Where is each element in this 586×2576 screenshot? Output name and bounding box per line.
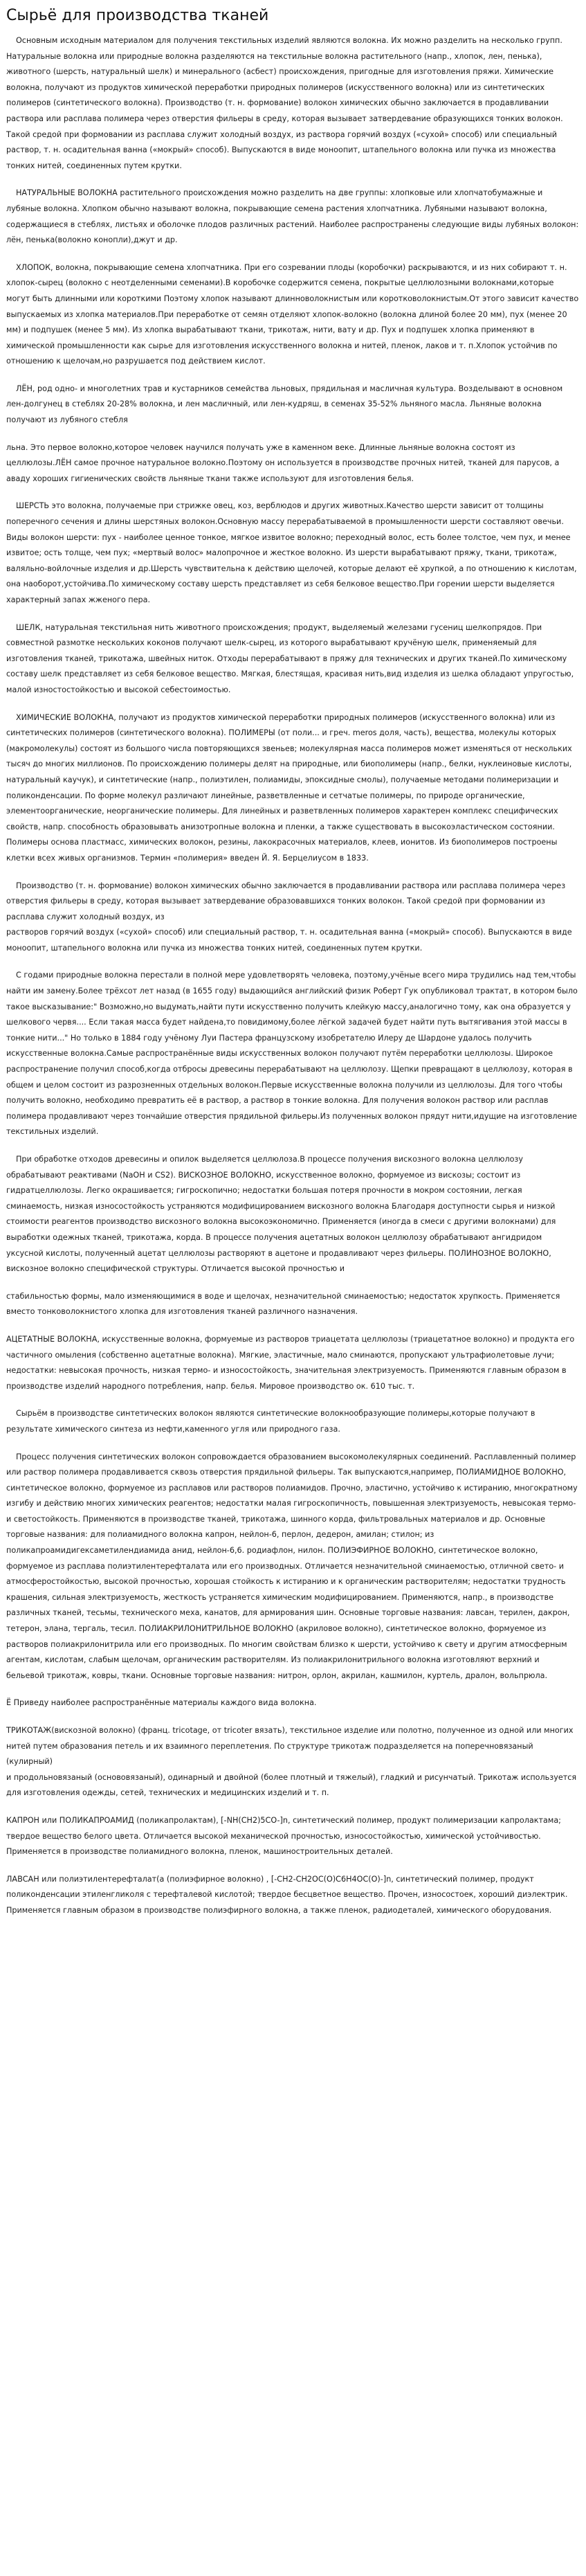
paragraph: ТРИКОТАЖ(вискозной волокно) (франц. tricotage, от tricoter вязать), текстильное изделие или полотно, полученное из одной или многих нитей путем образования петель и их взаимного переплетения. По структуре трикотаж подразделяется на поперечновязаный (кулирный)	[6, 1726, 574, 1767]
paragraph: НАТУРАЛЬНЫЕ ВОЛОКНА растительного происхождения можно разделить на две группы: хлопковые или хлопчатобумажные и лубяные волокна. Хлопком обычно называют волокна, покрывающие семена растения хлопчатника. Лубяными называют волокна, содержащиеся в стеблях, листьях и оболочке плодов различных растений. Наиболее распространены следующие виды лубяных волокон: лён, пенька(волокно конопли),джут и др.	[6, 188, 579, 245]
paragraph: ЛАВСАН или полиэтилентерефталат(а (полиэфирное волокно) , [-CH2-CH2OC(O)C6H4OC(O)-]n, синтетический полимер, продукт поликонденсации этиленгликоля с терефталевой кислотой; твердое бесцветное вещество. Прочен, износостоек, хороший диэлектрик. Применяется главным образом в производстве полиэфирного волокна, а также пленок, радиодеталей, химического оборудования.	[6, 1874, 568, 1915]
paragraph: При обработке отходов древесины и опилок выделяется целлюлоза.В процессе получения вискозного волокна целлюлозу обрабатывают реактивами (NaOH и CS2). ВИСКОЗНОЕ ВОЛОКНО, искусственное волокно, формуемое из вискозы; состоит из гидратцеллюлозы. Легко окрашивается; гигроскопично; недостатки большая потеря прочности в мокром состоянии, легкая сминаемость, низкая износостойкость устраняются модифицированием вискозного волокна Благодаря доступности сырья и низкой стоимости реагентов производство вискозного волокна высокоэкономично. Применяется (иногда в смеси с другими волокнами) для выработки одежных тканей, трикотажа, корда. В процессе получения ацетатных волокон целлюлозу обрабатывают ангидридом уксусной кислоты, полученный ацетат целлюлозы растворяют в ацетоне и продавливают через фильеры. ПОЛИНОЗНОЕ ВОЛОКНО, вискозное волокно специфической структуры. Отличается высокой прочностью и	[6, 1155, 556, 1274]
paragraph: С годами природные волокна перестали в полной мере удовлетворять человека, поэтому,учёные всего мира трудились над тем,чтобы найти им замену.Более тpёxcoт лет назад (в 1655 году) выдающийся английский физик Роберт Гук опубликовал трактат, в котором было такое высказывание:" Возможно,но выдумать,найти пути искусственно получить клейкую массу,аналогично тому, как она образуется у шелкового червя.... Если такая масса будет найдена,то повидимому,более лёгкой задачей будет найти путь вытягивания этой массы в тонкие нити..." Но только в 1884 году учёному Луи Пастера французскому изобретателю Илеру де Шардоне удалось получить искусственные волокна.Самые распространённые виды искусственных волокон получают путём переработки целлюлозы. Широкое распространение получил способ,когда отбросы древесины перерабатывают на целлюлозу. Щепки превращают в целлюлозу, которая в общем и целом состоит из разрозненных отдельных волокон.Первые искусственные волокна получили из целлюлозы. Для того чтобы получить волокно, необходимо превратить её в раствор, а раствор в тонкие волокна. Для получения волокон раствор или расплав полимера продавливают через тончайшие отверстия прядильной фильеры.Из полученных волокон прядут нити,идущие на изготовление текстильных изделий.	[6, 971, 578, 1137]
paragraph: Ё Приведу наиболее распространённые материалы каждого вида волокна.	[6, 1698, 317, 1708]
paragraph: ШЕРСТЬ это волокна, получаемые при стрижке овец, коз, верблюдов и других животных.Качество шерсти зависит от толщины поперечного сечения и длины шерстяных волокон.Основную массу перерабатываемой в промышленности шерсти составляют овечьи. Виды волокон шерсти: пух - наиболее ценное тонкое, мягкое извитое волокно; переходный волос, есть более толстое, чем пух, и менее извитое; ость толще, чем пух; «мертвый волос» малопрочное и жесткое волокно. Из шерсти вырабатывают пряжу, ткани, трикотаж, валяльно-войлочные изделия и др.Шерсть чувствительна к действию щелочей, которые делают её хрупкой, а по отношению к кислотам, она наоборот,устойчива.По химическому составу шерсть представляет из себя белковое вещество.При горении шерсти выделяется характерный запах жженого пера.	[6, 501, 577, 604]
paragraph: ШЕЛК, натуральная текстильная нить животного происхождения; продукт, выделяемый железами гусениц шелкопрядов. При совместной размотке нескольких коконов получают шелк-сырец, из которого вырабатывают кручёную шелк, применяемый для изготовления тканей, трикотажа, швейных ниток. Отходы перерабатывают в пряжу для технических и других тканей.По химическому составу шелк представляет из себя белковое вещество. Мягкая, блестящая, красивая нить,вид изделия из шелка обладают упругостью, малой изностостойкостью и высокой себестоимостью.	[6, 622, 574, 694]
paragraph: ЛЁН, род одно- и многолетних трав и кустарников семейства льновых, прядильная и масличная культура. Возделывают в основном лен-долгунец в стеблях 20-28% волокна, и лен масличный, или лен-кудряш, в семенах 35-52% льняного масла. Льняные волокна получают из лубяного стебля	[6, 384, 563, 425]
paragraph: льна. Это первое волокно,которое человек научился получать уже в каменном веке. Длинные льняные волокна состоят из целлюлозы.ЛЁН самое прочное натуральное волокно.Поэтому он используется в производстве прочных нитей, тканей для парусов, а аваду хороших гигиенических свойств льняные ткани также используют для изготовления белья.	[6, 442, 560, 483]
paragraph: Сырьём в производстве синтетических волокон являются синтетические волокнообразующие полимеры,которые получают в результате химического синтеза из нефти,каменного угля или природного газа.	[6, 1409, 535, 1434]
paragraph: Основным исходным материалом для получения текстильных изделий являются волокна. Их можно разделить на несколько групп. Натуральные волокна или природные волокна разделяются на текстильные волокна растительного (напр., хлопок, лен, пенька), животного (шерсть, натуральный шелк) и минерального (асбест) происхождения, пригодные для изготовления пряжи. Химические волокна, получают из продуктов химической переработки природных полимеров (искусственного волокна) или из синтетических полимеров (синтетического волокна). Производство (т. н. формование) волокон химических обычно заключается в продавливании раствора или расплава полимера через отверстия фильеры в среду, которая вызывает затвердевание образующихся тонких волокон. Такой средой при формовании из расплава служит холодный воздух, из раствора горячий воздух («сухой» способ) или специальный раствор, т. н. осадительная ванна («мокрый» способ). Выпускаются в виде моноопит, штапельного волокна или пучка из множества тонких нитей, соединенных путем крутки.	[6, 36, 563, 170]
paragraph: Процесс получения синтетических волокон сопровождается образованием высокомолекулярных соединений. Расплавленный полимер или раствор полимера продавливается сквозь отверстия прядильной фильеры. Так выпускаются,например, ПОЛИАМИДНОЕ ВОЛОКНО, синтетическое волокно, формуемое из расплавов или растворов полиамидов. Прочно, эластично, устойчиво к истиранию, многократному изгибу и действию многих химических реагентов; недостатки малая гигроскопичность, повышенная электризуемость, невысокая термо- и светостойкость. Применяются в производстве тканей, трикотажа, шинного корда, фильтровальных материалов и др. Основные торговые названия: для полиамидного волокна капрон, нейлон-6, перлон, дедерон, амилан; стилон; из поликапроамидигексаметилендиамида анид, нейлон-6,6. родиафлон, нилон. ПОЛИЭФИРНОЕ ВОЛОКНО, синтетическое волокно, формуемое из расплава полиэтилентерефталата или его производных. Отличается незначительной сминаемостью, отличной свето- и атмосферостойкостью, высокой прочностью, хорошая стойкость к истиранию и к органическим растворителям; недостатки трудность крашения, сильная электризуемость, жесткость устраняется химическим модифицированием. Применяются, напр., в производстве различных тканей, тесьмы, технического меха, канатов, для армирования шин. Основные торговые названия: лавсан, терилен, дакрон, тетерон, элана, тергаль, тесил. ПОЛИАКРИЛОНИТРИЛЬНОЕ ВОЛОКНО (акриловое волокно), синтетическое волокно, формуемое из растворов полиакрилонитрила или его производных. По многим свойствам близко к шерсти, устойчиво к свету и другим атмосферным агентам, кислотам, слабым щелочам, органическим растворителям. Из полиакрилонитрильного волокна изготовляют верхний и бельевой трикотаж, ковры, ткани. Основные торговые названия: нитрон, орлон, акрилан, кашмилон, куртель, дралон, вольпрюла.	[6, 1452, 578, 1680]
paragraph: Производство (т. н. формование) волокон химических обычно заключается в продавливании раствора или расплава полимера через отверстия фильеры в среду, которая вызывает затвердевание образовавшихся тонких волокон. Такой средой при формовании из расплава служит холодный воздух, из	[6, 881, 566, 921]
paragraph: стабильностью формы, мало изменяющимися в воде и щелочах, незначительной сминаемостью; недостаток хрупкость. Применяется вместо тонковолокнистого хлопка для изготовления тканей различного назначения.	[6, 1291, 560, 1317]
paragraph: растворов горячий воздух («сухой» способ) или специальный раствор, т. н. осадительная ванна («мокрый» способ). Выпускаются в виде моноопит, штапельного волокна или пучка из множества тонких нитей, соединенных путем крутки.	[6, 928, 572, 953]
paragraph: АЦЕТАТНЫЕ ВОЛОКНА, искусственные волокна, формуемые из растворов триацетата целлюлозы (триацетатное волокно) и продукта его частичного омыления (собственно ацетатные волокна). Мягкие, эластичные, мало сминаются, пропускают ультрафиолетовые лучи; недостатки: невысокая прочность, низкая термо- и износостойкость, значительная электризуемость. Применяются главным образом в производстве изделий народного потребления, напр. белья. Мировое производство ок. 610 тыс. т.	[6, 1334, 575, 1391]
paragraph: ХИМИЧЕСКИЕ ВОЛОКНА, получают из продуктов химической переработки природных полимеров (искусственного волокна) или из синтетических полимеров (синтетического волокна). ПОЛИМЕРЫ (от поли... и греч. meros доля, часть), вещества, молекулы которых (макромолекулы) состоят из большого числа повторяющихся звеньев; молекулярная масса полимеров может изменяться от нескольких тысяч до многих миллионов. По происхождению полимеры делят на природные, или биополимеры (напр., белки, нуклеиновые кислоты, натуральный каучук), и синтетические (напр., полиэтилен, полиамиды, эпоксидные смолы), получаемые методами полимеризации и поликонденсации. По форме молекул различают линейные, разветвленные и сетчатые полимеры, по природе органические, элементоорганические, неорганические полимеры. Для линейных и разветвленных полимеров характерен комплекс специфических свойств, напр. способность образовывать анизотропные волокна и пленки, а также существовать в высокоэластическом состоянии. Полимеры основа пластмасс, химических волокон, резины, лакокрасочных материалов, клеев, ионитов. Из биополимеров построены клетки всех живых организмов. Термин «полимерия» введен Й. Я. Берцелиусом в 1833.	[6, 712, 572, 863]
article-body	[6, 33, 580, 1919]
paragraph: КАПРОН или ПОЛИКАПРОАМИД (поликапролактам), [-NH(CH2)5CO-]n, синтетический полимер, продукт полимеризации капролактама; твердое вещество белого цвета. Отличается высокой механической прочностью, износостойкостью, химической устойчивостью. Применяется в производстве полиамидного волокна, пленок, машиностроительных деталей.	[6, 1815, 561, 1857]
paragraph: и продольновязаный (основовязаный), одинарный и двойной (более плотный и тяжелый), гладкий и рисунчатый. Трикотаж используется для изготовления одежды, сетей, технических и медицинских изделий и т. п.	[6, 1772, 577, 1798]
page-title: Сырьё для производства тканей	[6, 7, 269, 24]
paragraph: ХЛОПОК, волокна, покрывающие семена хлопчатника. При его созревании плоды (коробочки) раскрываются, и из них собирают т. н. хлопок-сырец (волокно с неотделенными семенами).В коробочке содержится семена, покрытые целлюлозными волокнами,которые могут быть длинными или короткими Поэтому хлопок называют длинноволокнистым или коротковолокнистым.От этого зависит качество выпускаемых из хлопка материалов.При переработке от семян отделяют хлопок-волокно (волокна длиной более 20 мм), пух (менее 20 мм) и подпушек (менее 5 мм). Из хлопка вырабатывают ткани, трикотаж, нити, вату и др. Пух и подпушек хлопка применяют в химической промышленности как сырье для изготовления искусственного волокна и нитей, пленок, лаков и т. п.Хлопок устойчив по отношению к щелочам,но разрушается под действием кислот.	[6, 262, 579, 366]
